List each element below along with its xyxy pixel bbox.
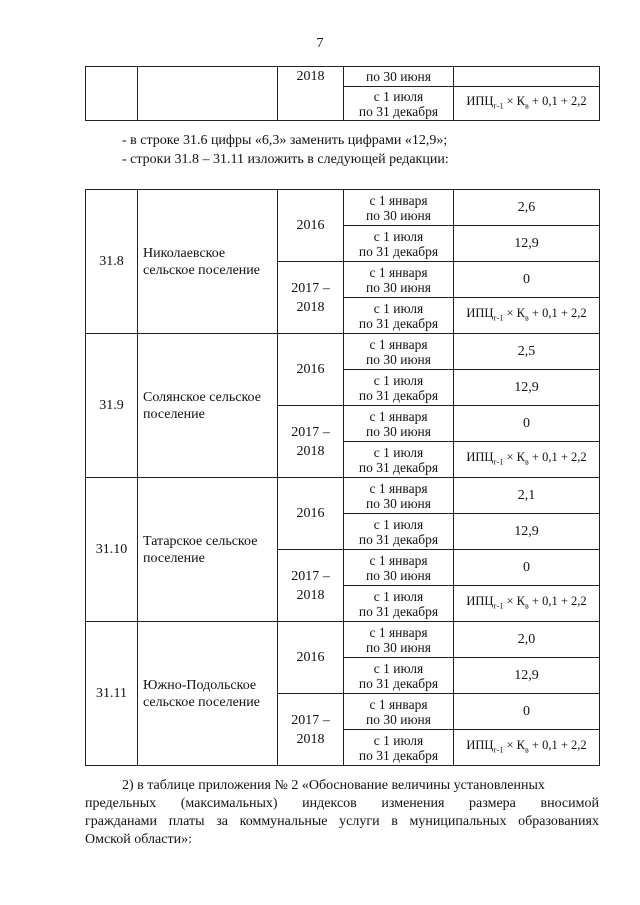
instruction-note: - в строке 31.6 цифры «6,3» заменить цифрами «12,9»; (122, 133, 448, 148)
value-cell: 12,9 (454, 658, 600, 694)
formula-cell: $ИПЦ_{г-1} \times К_в + 0,1 + 2,2$ (454, 586, 600, 622)
period-cell: с 1 января по 30 июня (344, 262, 454, 298)
main-table (85, 189, 600, 766)
settlement-name: Татарское сельское поселение (138, 478, 278, 622)
period-cell: с 1 июля по 31 декабря (344, 370, 454, 406)
year-cell: 2016 (278, 190, 344, 262)
instruction-note: - строки 31.8 – 31.11 изложить в следующей редакции: (122, 152, 449, 167)
paragraph-line: Омской области»: (85, 832, 192, 847)
paragraph-line: предельных (максимальных) индексов изменения размера вносимой (85, 796, 599, 811)
value-cell (454, 67, 600, 87)
period-cell: с 1 января по 30 июня (344, 550, 454, 586)
period-cell: с 1 июля по 31 декабря (344, 730, 454, 766)
period-cell: с 1 июля по 31 декабря (344, 226, 454, 262)
period-cell: с 1 января по 30 июня (344, 334, 454, 370)
row-number: 31.10 (86, 478, 138, 622)
year-cell: 2016 (278, 478, 344, 550)
row-number: 31.9 (86, 334, 138, 478)
table-row (86, 190, 600, 226)
value-cell: 0 (454, 694, 600, 730)
period-cell: с 1 января по 30 июня (344, 622, 454, 658)
settlement-name: Солянское сельское поселение (138, 334, 278, 478)
table-cell-empty (86, 67, 138, 121)
formula-cell: $ИПЦ_{г-1} \times К_в + 0,1 + 2,2$ (454, 442, 600, 478)
table-row (86, 334, 600, 370)
paragraph-line: гражданами платы за коммунальные услуги в муниципальных образованиях (85, 814, 599, 829)
row-number: 31.11 (86, 622, 138, 766)
row-number: 31.8 (86, 190, 138, 334)
value-cell: 2,6 (454, 190, 600, 226)
period-cell: с 1 января по 30 июня (344, 478, 454, 514)
year-cell: 2018 (278, 67, 344, 121)
formula-cell: $ИПЦ_{г-1} \times К_в + 0,1 + 2,2$ (454, 298, 600, 334)
period-cell: с 1 июля по 31 декабря (344, 658, 454, 694)
year-range-cell: 2017 – 2018 (278, 406, 344, 478)
period-cell: с 1 июля по 31 декабря (344, 298, 454, 334)
top-table-fragment (85, 66, 600, 121)
period-cell: с 1 июля по 31 декабря (344, 586, 454, 622)
value-cell: 2,5 (454, 334, 600, 370)
period-cell: с 1 января по 30 июня (344, 694, 454, 730)
value-cell: 12,9 (454, 370, 600, 406)
period-cell: с 1 июля по 31 декабря (344, 514, 454, 550)
table-row (86, 622, 600, 658)
year-range-cell: 2017 – 2018 (278, 694, 344, 766)
paragraph-line: 2) в таблице приложения № 2 «Обоснование величины установленных (122, 778, 545, 793)
table-cell-empty (138, 67, 278, 121)
period-cell: с 1 января по 30 июня (344, 190, 454, 226)
period-cell: с 1 января по 30 июня (344, 406, 454, 442)
page-number: 7 (316, 36, 324, 51)
period-cell: по 30 июня (344, 67, 454, 87)
period-cell: с 1 июля по 31 декабря (344, 442, 454, 478)
paragraph (85, 777, 599, 849)
formula-cell: $ИПЦ_{г-1} \times К_в + 0,1 + 2,2$ (454, 87, 600, 121)
formula-cell: $ИПЦ_{г-1} \times К_в + 0,1 + 2,2$ (454, 730, 600, 766)
value-cell: 0 (454, 406, 600, 442)
year-cell: 2016 (278, 334, 344, 406)
settlement-name: Николаевское сельское поселение (138, 190, 278, 334)
settlement-name: Южно-Подольское сельское поселение (138, 622, 278, 766)
period-cell: с 1 июля по 31 декабря (344, 87, 454, 121)
value-cell: 12,9 (454, 226, 600, 262)
year-range-cell: 2017 – 2018 (278, 550, 344, 622)
year-cell: 2016 (278, 622, 344, 694)
value-cell: 2,0 (454, 622, 600, 658)
value-cell: 2,1 (454, 478, 600, 514)
table-row (86, 478, 600, 514)
value-cell: 0 (454, 550, 600, 586)
value-cell: 12,9 (454, 514, 600, 550)
value-cell: 0 (454, 262, 600, 298)
year-range-cell: 2017 – 2018 (278, 262, 344, 334)
